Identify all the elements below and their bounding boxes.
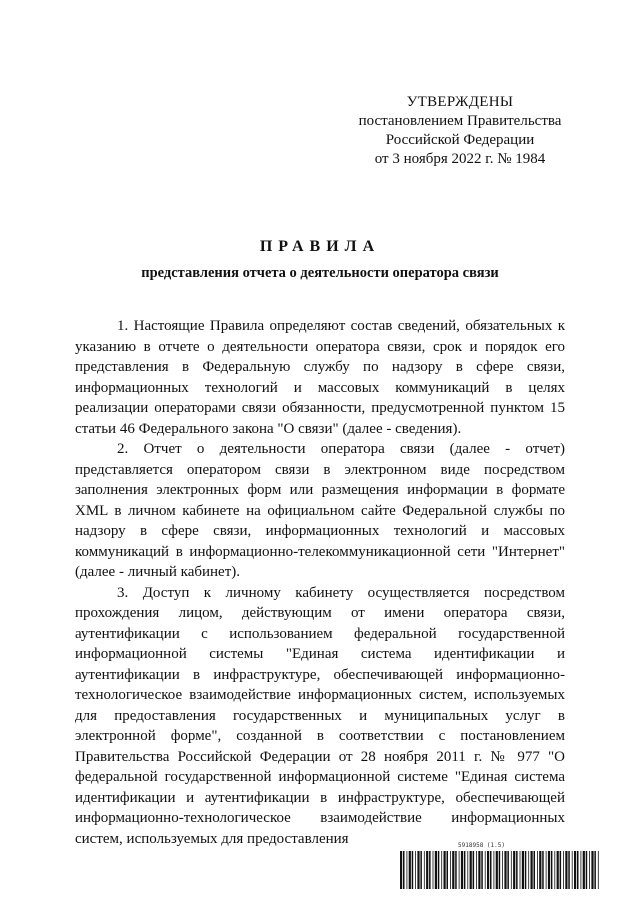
approval-line-3: от 3 ноября 2022 г. № 1984 bbox=[374, 151, 546, 167]
approval-line-1: постановлением Правительства bbox=[358, 113, 562, 129]
approval-line-2: Российской Федерации bbox=[385, 132, 535, 148]
document-title: ПРАВИЛА bbox=[259, 238, 381, 255]
paragraph-2: 2. Отчет о деятельности оператора связи (далее - отчет) представляется оператором связи в электронном виде посредством заполнения электронных форм или размещения информации в формате XML в личном кабинете на официальном сайте Федеральной службы по надзору в сфере связи, информационных технологий и массовых коммуникаций в информационно-телекоммуникационной сети "Интернет" (далее - личный кабинет). bbox=[75, 441, 565, 580]
approval-stamp bbox=[345, 93, 575, 169]
document-subtitle: представления отчета о деятельности оператора связи bbox=[141, 265, 499, 281]
paragraph-3: 3. Доступ к личному кабинету осуществляется посредством прохождения лицом, действующим от имени оператора связи, аутентификации с использованием федеральной государственной информационной системы "Единая система идентификации и аутентификации в инфраструктуре, обеспечивающей информационно-технологическое взаимодействие информационных систем, используемых для предоставления государственных и муниципальных услуг в электронной форме", созданной в соответствии с постановлением Правительства Российской Федерации от 28 ноября 2011 г. № 977 "О федеральной государственной информационной системе "Единая система идентификации и аутентификации в инфраструктуре, обеспечивающей информационно-технологическое взаимодействие информационных систем, используемых для предоставления bbox=[75, 584, 565, 847]
barcode-number: 5918958 (1.5) bbox=[458, 842, 505, 849]
document-barcode bbox=[400, 842, 600, 892]
barcode-icon bbox=[400, 851, 600, 889]
paragraph-1: 1. Настоящие Правила определяют состав сведений, обязательных к указанию в отчете о деятельности оператора связи, срок и порядок его представления в Федеральную службу по надзору в сфере связи, информационных технологий и массовых коммуникаций в целях реализации операторами связи обязанности, предусмотренной пунктом 15 статьи 46 Федерального закона "О связи" (далее - сведения). bbox=[75, 318, 565, 437]
document-body bbox=[75, 316, 565, 849]
approval-title: УТВЕРЖДЕНЫ bbox=[406, 94, 514, 110]
